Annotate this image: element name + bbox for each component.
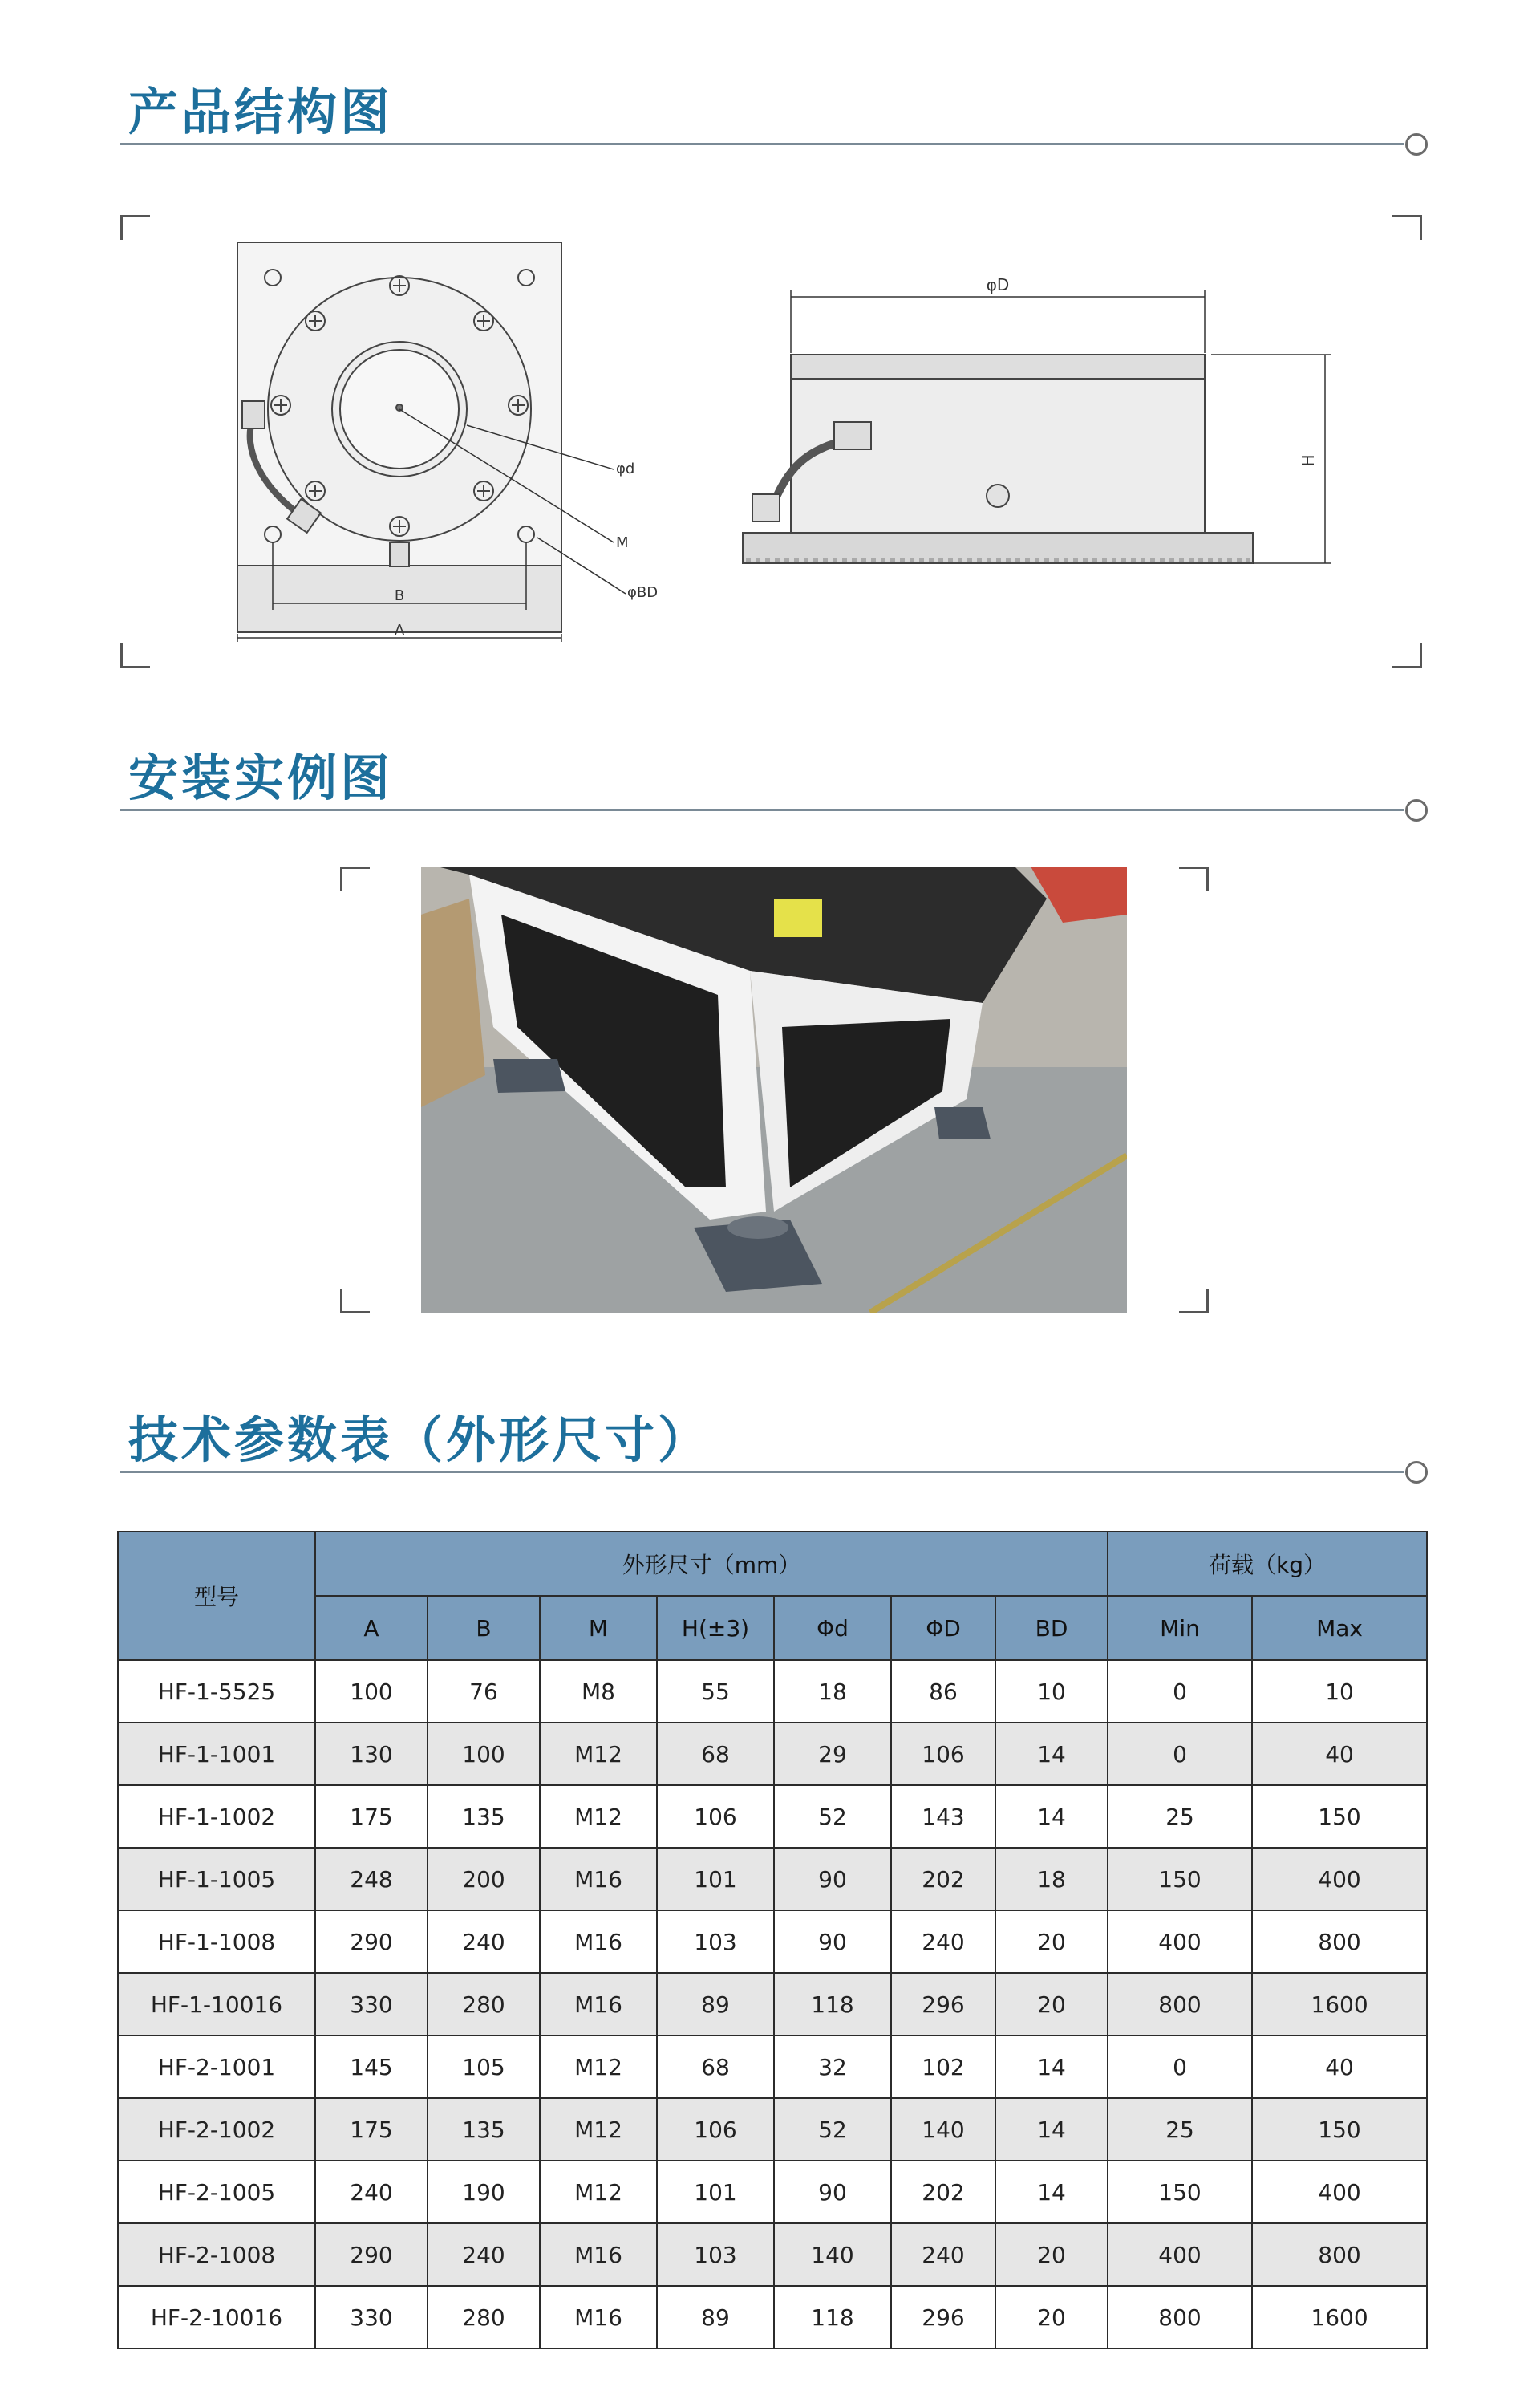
column-header: H(±3) — [657, 1596, 774, 1660]
dim-label-phi-d: φd — [616, 461, 635, 477]
table-cell: 55 — [657, 1660, 774, 1723]
table-cell: 0 — [1108, 2036, 1252, 2098]
table-cell: 140 — [774, 2223, 891, 2286]
dim-label-phi-bd: φBD — [627, 584, 659, 601]
dim-label-m: M — [616, 534, 629, 551]
frame-corner — [340, 1289, 370, 1313]
table-cell: 800 — [1108, 2286, 1252, 2348]
table-row — [118, 1910, 1427, 1973]
table-cell: 52 — [774, 2098, 891, 2161]
column-header: Φd — [774, 1596, 891, 1660]
spec-section-header — [120, 1408, 1428, 1480]
table-cell: 100 — [315, 1660, 428, 1723]
table-cell: 240 — [315, 2161, 428, 2223]
table-cell: 76 — [428, 1660, 540, 1723]
table-cell: 150 — [1252, 2098, 1427, 2161]
model-cell: HF-1-1008 — [118, 1910, 315, 1973]
table-cell: 68 — [657, 1723, 774, 1785]
table-cell: 296 — [891, 2286, 995, 2348]
table-cell: M12 — [540, 2036, 657, 2098]
table-cell: 400 — [1252, 2161, 1427, 2223]
frame-corner — [1179, 1289, 1209, 1313]
table-cell: 135 — [428, 2098, 540, 2161]
table-cell: 40 — [1252, 1723, 1427, 1785]
table-row — [118, 2286, 1427, 2348]
dim-label-h: H — [1299, 454, 1318, 467]
side-view — [743, 355, 1253, 563]
table-cell: 240 — [428, 2223, 540, 2286]
table-cell: 0 — [1108, 1723, 1252, 1785]
model-cell: HF-1-1002 — [118, 1785, 315, 1848]
table-cell: 130 — [315, 1723, 428, 1785]
model-cell: HF-2-1002 — [118, 2098, 315, 2161]
table-cell: M16 — [540, 2223, 657, 2286]
table-cell: 200 — [428, 1848, 540, 1910]
table-cell: 20 — [995, 1910, 1108, 1973]
table-cell: M16 — [540, 1910, 657, 1973]
product-structure-diagram — [0, 0, 1540, 722]
table-cell: 400 — [1108, 2223, 1252, 2286]
table-cell: M12 — [540, 1723, 657, 1785]
model-cell: HF-2-1005 — [118, 2161, 315, 2223]
table-cell: M12 — [540, 2161, 657, 2223]
column-header: M — [540, 1596, 657, 1660]
table-header-row — [118, 1532, 1427, 1596]
table-cell: 105 — [428, 2036, 540, 2098]
table-cell: 40 — [1252, 2036, 1427, 2098]
table-cell: 280 — [428, 1973, 540, 2036]
install-section-title: 安装实例图 — [128, 749, 394, 807]
column-header: Min — [1108, 1596, 1252, 1660]
table-cell: 14 — [995, 2098, 1108, 2161]
table-cell: 290 — [315, 1910, 428, 1973]
dim-label-b: B — [394, 587, 405, 604]
table-cell: 106 — [657, 2098, 774, 2161]
table-cell: 248 — [315, 1848, 428, 1910]
table-cell: 101 — [657, 1848, 774, 1910]
table-cell: 175 — [315, 1785, 428, 1848]
table-cell: 103 — [657, 1910, 774, 1973]
header-model: 型号 — [118, 1532, 315, 1660]
model-cell: HF-2-10016 — [118, 2286, 315, 2348]
table-row — [118, 1723, 1427, 1785]
table-cell: 150 — [1252, 1785, 1427, 1848]
column-header: Max — [1252, 1596, 1427, 1660]
table-body — [118, 1660, 1427, 2348]
section-divider — [120, 809, 1404, 811]
table-cell: 25 — [1108, 1785, 1252, 1848]
table-cell: 800 — [1108, 1973, 1252, 2036]
table-cell: 29 — [774, 1723, 891, 1785]
header-load: 荷载（kg） — [1108, 1532, 1427, 1596]
table-cell: M8 — [540, 1660, 657, 1723]
table-cell: 0 — [1108, 1660, 1252, 1723]
table-cell: 400 — [1108, 1910, 1252, 1973]
table-cell: 118 — [774, 2286, 891, 2348]
table-cell: 143 — [891, 1785, 995, 1848]
table-cell: 150 — [1108, 1848, 1252, 1910]
spec-table — [117, 1531, 1428, 2349]
table-row — [118, 1973, 1427, 2036]
table-row — [118, 2161, 1427, 2223]
table-cell: 18 — [774, 1660, 891, 1723]
spec-section-title: 技术参数表（外形尺寸） — [128, 1411, 711, 1469]
column-header: A — [315, 1596, 428, 1660]
table-cell: 68 — [657, 2036, 774, 2098]
table-cell: 101 — [657, 2161, 774, 2223]
table-cell: 202 — [891, 2161, 995, 2223]
table-cell: 330 — [315, 1973, 428, 2036]
model-cell: HF-1-1005 — [118, 1848, 315, 1910]
dim-label-a: A — [394, 622, 405, 639]
section-divider — [120, 1471, 1404, 1473]
table-cell: 118 — [774, 1973, 891, 2036]
table-cell: 10 — [995, 1660, 1108, 1723]
table-row — [118, 1660, 1427, 1723]
model-cell: HF-1-5525 — [118, 1660, 315, 1723]
table-cell: 89 — [657, 2286, 774, 2348]
table-cell: M16 — [540, 1848, 657, 1910]
table-cell: 32 — [774, 2036, 891, 2098]
table-cell: 240 — [891, 1910, 995, 1973]
top-view — [237, 242, 561, 632]
table-cell: 106 — [891, 1723, 995, 1785]
dim-label-phi-big-d: φD — [986, 275, 1010, 294]
column-header: ΦD — [891, 1596, 995, 1660]
table-cell: M12 — [540, 1785, 657, 1848]
table-row — [118, 1785, 1427, 1848]
frame-corner — [1179, 867, 1209, 891]
table-cell: 86 — [891, 1660, 995, 1723]
table-cell: 1600 — [1252, 1973, 1427, 2036]
table-cell: 90 — [774, 1848, 891, 1910]
table-cell: 135 — [428, 1785, 540, 1848]
table-cell: 1600 — [1252, 2286, 1427, 2348]
table-cell: 20 — [995, 2286, 1108, 2348]
table-cell: 240 — [891, 2223, 995, 2286]
model-cell: HF-2-1001 — [118, 2036, 315, 2098]
table-row — [118, 2223, 1427, 2286]
table-cell: 90 — [774, 1910, 891, 1973]
table-cell: 14 — [995, 1785, 1108, 1848]
table-cell: 106 — [657, 1785, 774, 1848]
table-row — [118, 1848, 1427, 1910]
model-cell: HF-1-1001 — [118, 1723, 315, 1785]
install-section-header — [120, 746, 1428, 818]
table-cell: 800 — [1252, 2223, 1427, 2286]
model-cell: HF-1-10016 — [118, 1973, 315, 2036]
frame-corner — [340, 867, 370, 891]
table-cell: 240 — [428, 1910, 540, 1973]
table-row — [118, 2098, 1427, 2161]
column-header: B — [428, 1596, 540, 1660]
table-cell: 190 — [428, 2161, 540, 2223]
header-dimensions: 外形尺寸（mm） — [315, 1532, 1108, 1596]
table-cell: 100 — [428, 1723, 540, 1785]
table-cell: 90 — [774, 2161, 891, 2223]
model-cell: HF-2-1008 — [118, 2223, 315, 2286]
table-cell: 280 — [428, 2286, 540, 2348]
table-cell: 20 — [995, 1973, 1108, 2036]
table-cell: 290 — [315, 2223, 428, 2286]
table-cell: 14 — [995, 2161, 1108, 2223]
table-cell: 175 — [315, 2098, 428, 2161]
table-cell: 14 — [995, 1723, 1108, 1785]
table-cell: 89 — [657, 1973, 774, 2036]
installation-photo — [421, 867, 1127, 1313]
table-cell: 145 — [315, 2036, 428, 2098]
table-cell: 400 — [1252, 1848, 1427, 1910]
table-cell: 202 — [891, 1848, 995, 1910]
table-cell: 150 — [1108, 2161, 1252, 2223]
table-cell: 25 — [1108, 2098, 1252, 2161]
column-header: BD — [995, 1596, 1108, 1660]
table-cell: M16 — [540, 2286, 657, 2348]
circle-ornament-icon — [1405, 799, 1428, 822]
table-cell: 330 — [315, 2286, 428, 2348]
table-cell: 18 — [995, 1848, 1108, 1910]
table-row — [118, 2036, 1427, 2098]
table-cell: 10 — [1252, 1660, 1427, 1723]
structure-section-title: 产品结构图 — [128, 83, 394, 141]
table-cell: 296 — [891, 1973, 995, 2036]
table-cell: 14 — [995, 2036, 1108, 2098]
table-cell: 102 — [891, 2036, 995, 2098]
table-cell: 103 — [657, 2223, 774, 2286]
table-cell: 20 — [995, 2223, 1108, 2286]
table-cell: 140 — [891, 2098, 995, 2161]
table-cell: M12 — [540, 2098, 657, 2161]
circle-ornament-icon — [1405, 1461, 1428, 1484]
table-cell: M16 — [540, 1973, 657, 2036]
table-cell: 800 — [1252, 1910, 1427, 1973]
table-cell: 52 — [774, 1785, 891, 1848]
